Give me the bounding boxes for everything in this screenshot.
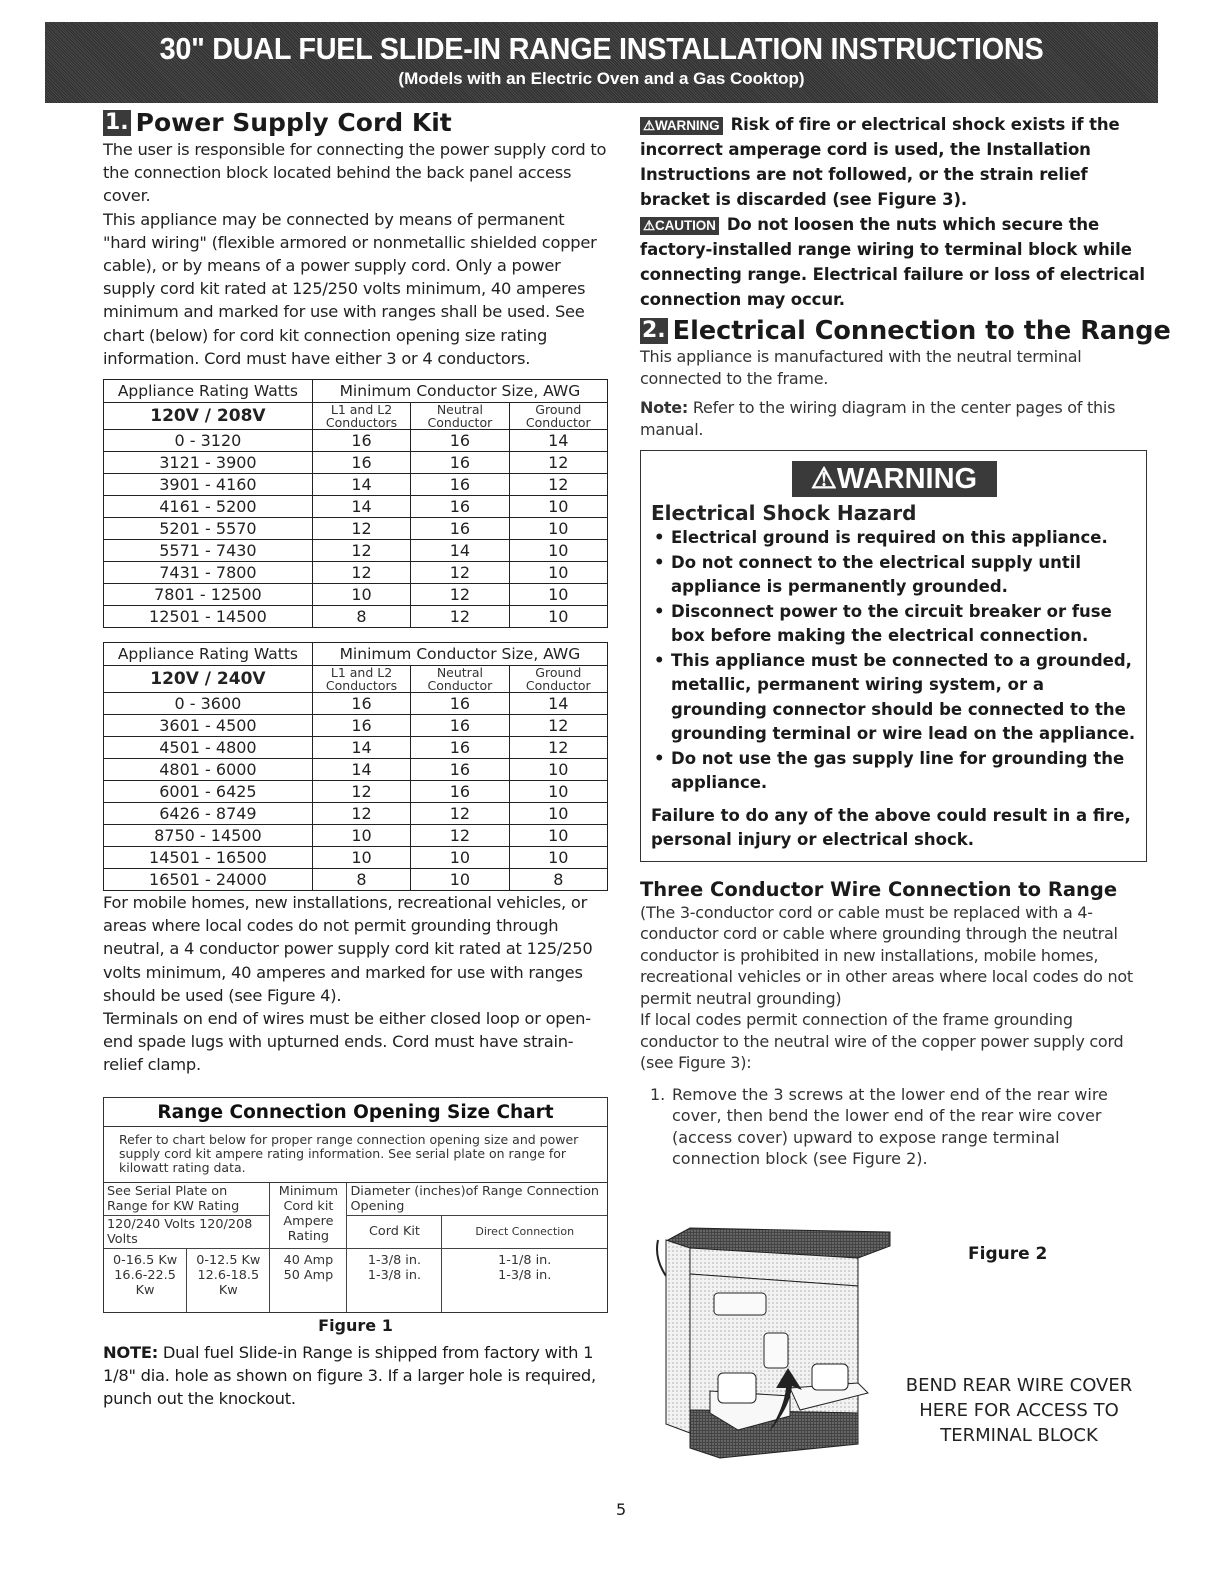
- step-number: 1.: [650, 1084, 666, 1104]
- cell: 6001 - 6425: [104, 781, 313, 803]
- kw-240-row-1: 0-16.5 Kw: [113, 1252, 178, 1268]
- figure-2-label: Figure 2: [968, 1244, 1048, 1264]
- document-subtitle: (Models with an Electric Oven and a Gas Cooktop): [398, 69, 805, 88]
- cell: 3901 - 4160: [104, 474, 313, 496]
- direct-row-2: 1-3/8 in.: [498, 1267, 552, 1283]
- caution-tag: ⚠CAUTION: [640, 217, 719, 235]
- note-label: Note:: [640, 398, 689, 417]
- header-volts: 120/240 Volts 120/208 Volts: [104, 1215, 270, 1248]
- cell: 14: [312, 496, 410, 518]
- table-row: [104, 452, 608, 474]
- cell: 16: [411, 693, 509, 715]
- cell: 16: [411, 737, 509, 759]
- paragraph: For mobile homes, new installations, recreational vehicles, or areas where local codes do not permit grounding through neutral, a 4 conductor power supply cord kit rated at 125/250 volts minimum, 40 amperes and marked for use with ranges should be used (see Figure 4).: [103, 893, 593, 1005]
- cell: 16: [312, 452, 410, 474]
- cell: 16: [411, 452, 509, 474]
- table-header-rating: Appliance Rating Watts: [104, 643, 313, 666]
- three-conductor-body: [640, 902, 1152, 1074]
- cell: 8: [312, 606, 410, 628]
- awg-table-240v: [103, 642, 608, 891]
- voltage-label: 120V / 208V: [104, 403, 313, 430]
- warning-banner: ⚠WARNING: [792, 461, 997, 497]
- kw-208-row-2: 12.6-18.5 Kw: [197, 1267, 260, 1298]
- cell: 7801 - 12500: [104, 584, 313, 606]
- cell: 12: [312, 518, 410, 540]
- header-serial-plate: See Serial Plate on Range for KW Rating: [104, 1183, 270, 1216]
- table-row: [104, 825, 608, 847]
- section-number-badge: 2.: [642, 318, 666, 343]
- cell: 10: [509, 825, 607, 847]
- warning-statement: [640, 112, 1152, 212]
- col-ground: Ground Conductor: [509, 666, 607, 693]
- section-1-body: [103, 138, 608, 370]
- table-row: [104, 540, 608, 562]
- page-banner: [45, 22, 1158, 103]
- range-connection-opening-chart: [103, 1097, 608, 1313]
- header-direct-connection: Direct Connection: [442, 1215, 607, 1248]
- cell: 16: [411, 518, 509, 540]
- cell: 10: [509, 584, 607, 606]
- cell: 0 - 3600: [104, 693, 313, 715]
- cell: 12: [509, 452, 607, 474]
- col-l1l2: L1 and L2 Conductors: [312, 666, 410, 693]
- cell: 12: [509, 715, 607, 737]
- cell: 12: [312, 803, 410, 825]
- cell: 10: [509, 803, 607, 825]
- note-label: NOTE:: [103, 1342, 158, 1362]
- cell: 10: [312, 825, 410, 847]
- failure-statement: Failure to do any of the above could result in a fire, personal injury or electrical shock.: [651, 805, 1131, 849]
- cell: 5571 - 7430: [104, 540, 313, 562]
- table-row: [104, 869, 608, 891]
- cell: 16: [411, 474, 509, 496]
- table-header-awg: Minimum Conductor Size, AWG: [312, 643, 607, 666]
- note-paragraph: [103, 1341, 608, 1410]
- col-neutral: Neutral Conductor: [411, 403, 509, 430]
- paragraph: Terminals on end of wires must be either closed loop or open-end spade lugs with upturned ends. Cord must have strain-relief clamp.: [103, 1009, 591, 1075]
- paragraph: (The 3-conductor cord or cable must be replaced with a 4-conductor cord or cable where grounding through the neutral conductor is prohibited in new installations, mobile homes, recreational vehicles or in other areas where local codes do not permit neutral grounding): [640, 902, 1133, 1008]
- table-row: [104, 737, 608, 759]
- paragraph: The user is responsible for connecting the power supply cord to the connection block located behind the back panel access cover.: [103, 140, 607, 206]
- kw-240-row-2: 16.6-22.5 Kw: [114, 1267, 176, 1298]
- paragraph: [640, 397, 1152, 440]
- opening-size-table: [104, 1183, 607, 1312]
- cell: 10: [509, 847, 607, 869]
- cell: 8750 - 14500: [104, 825, 313, 847]
- table-row: [104, 606, 608, 628]
- cell: 12: [411, 584, 509, 606]
- cell: 16501 - 24000: [104, 869, 313, 891]
- note-text: Refer to the wiring diagram in the center pages of this manual.: [640, 398, 1116, 439]
- caution-statement: [640, 212, 1152, 312]
- warning-tag: ⚠WARNING: [640, 117, 723, 135]
- cell: 16: [312, 430, 410, 452]
- table-row: [104, 496, 608, 518]
- cell: 12: [312, 540, 410, 562]
- awg-table-208v: [103, 379, 608, 628]
- steps-list: [640, 1084, 1152, 1170]
- cell: 3601 - 4500: [104, 715, 313, 737]
- cell: 12: [411, 562, 509, 584]
- cell: 16: [411, 715, 509, 737]
- amp-row-1: 40 Amp: [283, 1252, 334, 1268]
- header-min-ampere: Minimum Cord kit Ampere Rating: [270, 1183, 347, 1249]
- list-item: • Electrical ground is required on this appliance.: [651, 526, 1137, 551]
- right-column: [640, 112, 1171, 1170]
- cell: 6426 - 8749: [104, 803, 313, 825]
- cell: 10: [509, 562, 607, 584]
- cell: 4501 - 4800: [104, 737, 313, 759]
- cell: 12: [411, 803, 509, 825]
- col-ground: Ground Conductor: [509, 403, 607, 430]
- table-row: [104, 847, 608, 869]
- cell: 16: [411, 759, 509, 781]
- cell: 14501 - 16500: [104, 847, 313, 869]
- list-item: • Disconnect power to the circuit breaker or fuse box before making the electrical connection.: [651, 600, 1137, 649]
- voltage-label: 120V / 240V: [104, 666, 313, 693]
- hazard-title: Electrical Shock Hazard: [651, 501, 917, 525]
- cell: 4801 - 6000: [104, 759, 313, 781]
- table-row: [104, 693, 608, 715]
- cell: 7431 - 7800: [104, 562, 313, 584]
- cell: 5201 - 5570: [104, 518, 313, 540]
- range-rear-view-icon: [640, 1218, 900, 1468]
- figure-2-range-illustration: [640, 1218, 900, 1468]
- section-1-body-2: [103, 891, 608, 1077]
- cell: 14: [411, 540, 509, 562]
- cell: 12501 - 14500: [104, 606, 313, 628]
- cell: 16: [312, 693, 410, 715]
- table-row: [104, 584, 608, 606]
- cell: 12: [411, 825, 509, 847]
- cell: 10: [509, 606, 607, 628]
- col-neutral: Neutral Conductor: [411, 666, 509, 693]
- hazard-list: [651, 526, 1137, 796]
- cell: 10: [312, 584, 410, 606]
- figure-2-caption: BEND REAR WIRE COVER HERE FOR ACCESS TO TERMINAL BLOCK: [905, 1375, 1133, 1446]
- section-2-heading: [640, 316, 1171, 346]
- cell: 14: [509, 430, 607, 452]
- chart-intro: Refer to chart below for proper range connection opening size and power supply cord kit ampere rating information. See serial plate on range for kilowatt rating data.: [104, 1127, 607, 1183]
- cell: 14: [312, 759, 410, 781]
- caution-text: Do not loosen the nuts which secure the factory-installed range wiring to terminal block while connecting range. Electrical failure or loss of electrical connection may occur.: [640, 215, 1145, 309]
- section-title: Electrical Connection to the Range: [672, 316, 1171, 346]
- left-column: [103, 108, 608, 1410]
- cell: 16: [312, 715, 410, 737]
- table-header-rating: Appliance Rating Watts: [104, 380, 313, 403]
- warning-text: Risk of fire or electrical shock exists if the incorrect amperage cord is used, the Installation Instructions are not followed, or the strain relief bracket is discarded (see Figure 3).: [640, 115, 1120, 209]
- cell: 8: [312, 869, 410, 891]
- list-item: • This appliance must be connected to a grounded, metallic, permanent wiring system, or a grounding connector should be connected to the grounding terminal or wire lead on the appliance.: [651, 649, 1137, 747]
- cell: 8: [509, 869, 607, 891]
- cordkit-row-1: 1-3/8 in.: [367, 1252, 422, 1268]
- table-row: [104, 474, 608, 496]
- cell: 10: [509, 540, 607, 562]
- three-conductor-heading: Three Conductor Wire Connection to Range: [640, 877, 1118, 901]
- section-title: Power Supply Cord Kit: [135, 108, 452, 137]
- cell: 12: [312, 781, 410, 803]
- cell: 12: [411, 606, 509, 628]
- cordkit-row-2: 1-3/8 in.: [367, 1267, 422, 1283]
- col-l1l2: L1 and L2 Conductors: [312, 403, 410, 430]
- cell: 10: [312, 847, 410, 869]
- amp-row-2: 50 Amp: [283, 1267, 334, 1283]
- direct-row-1: 1-1/8 in.: [498, 1252, 552, 1268]
- paragraph: This appliance is manufactured with the neutral terminal connected to the frame.: [640, 347, 1082, 388]
- cell: 12: [312, 562, 410, 584]
- cell: 3121 - 3900: [104, 452, 313, 474]
- section-1-heading: [103, 108, 608, 138]
- cell: 16: [411, 781, 509, 803]
- table-row: [104, 803, 608, 825]
- note-text: Dual fuel Slide-in Range is shipped from factory with 1 1/8" dia. hole as shown on figure 3. If a larger hole is required, punch out the knockout.: [103, 1342, 596, 1408]
- cell: 10: [509, 496, 607, 518]
- cell: 0 - 3120: [104, 430, 313, 452]
- paragraph: If local codes permit connection of the frame grounding conductor to the neutral wire of the copper power supply cord (see Figure 3):: [640, 1010, 1124, 1072]
- cell: 12: [509, 474, 607, 496]
- cell: 10: [509, 518, 607, 540]
- header-diameter: Diameter (inches)of Range Connection Opening: [347, 1183, 607, 1216]
- cell: 4161 - 5200: [104, 496, 313, 518]
- chart-title: Range Connection Opening Size Chart: [104, 1098, 607, 1127]
- table-row: [104, 430, 608, 452]
- cell: 14: [312, 474, 410, 496]
- table-row: [104, 562, 608, 584]
- cell: 14: [509, 693, 607, 715]
- table-row: [104, 759, 608, 781]
- cell: 16: [411, 430, 509, 452]
- cell: 10: [411, 869, 509, 891]
- cell: 12: [509, 737, 607, 759]
- cell: 10: [509, 759, 607, 781]
- document-title: 30" DUAL FUEL SLIDE-IN RANGE INSTALLATION INSTRUCTIONS: [159, 31, 1044, 66]
- step-text: Remove the 3 screws at the lower end of the rear wire cover, then bend the lower end of the rear wire cover (access cover) upward to expose range terminal connection block (see Figure 2).: [672, 1084, 1108, 1168]
- header-cord-kit: Cord Kit: [347, 1215, 442, 1248]
- section-number-badge: 1.: [105, 110, 129, 135]
- cell: 14: [312, 737, 410, 759]
- table-header-awg: Minimum Conductor Size, AWG: [312, 380, 607, 403]
- list-item: • Do not connect to the electrical supply until appliance is permanently grounded.: [651, 551, 1137, 600]
- page-number: 5: [616, 1500, 627, 1519]
- table-row: [104, 715, 608, 737]
- electrical-shock-warning-box: [640, 450, 1147, 862]
- section-2-body: [640, 346, 1152, 440]
- cell: 10: [411, 847, 509, 869]
- kw-208-row-1: 0-12.5 Kw: [196, 1252, 261, 1268]
- paragraph: This appliance may be connected by means of permanent "hard wiring" (flexible armored or nonmetallic shielded copper cable), or by means of a power supply cord. Only a power supply cord kit rated at 125/250 volts minimum, 40 amperes minimum and marked for use with ranges shall be used. See chart (below) for cord kit connection opening size rating information. Cord must have either 3 or 4 conductors.: [103, 209, 597, 368]
- step-item: [640, 1084, 1152, 1170]
- list-item: • Do not use the gas supply line for grounding the appliance.: [651, 747, 1137, 796]
- cell: 16: [411, 496, 509, 518]
- table-row: [104, 781, 608, 803]
- cell: 10: [509, 781, 607, 803]
- figure-1-label: Figure 1: [318, 1315, 393, 1335]
- table-row: [104, 518, 608, 540]
